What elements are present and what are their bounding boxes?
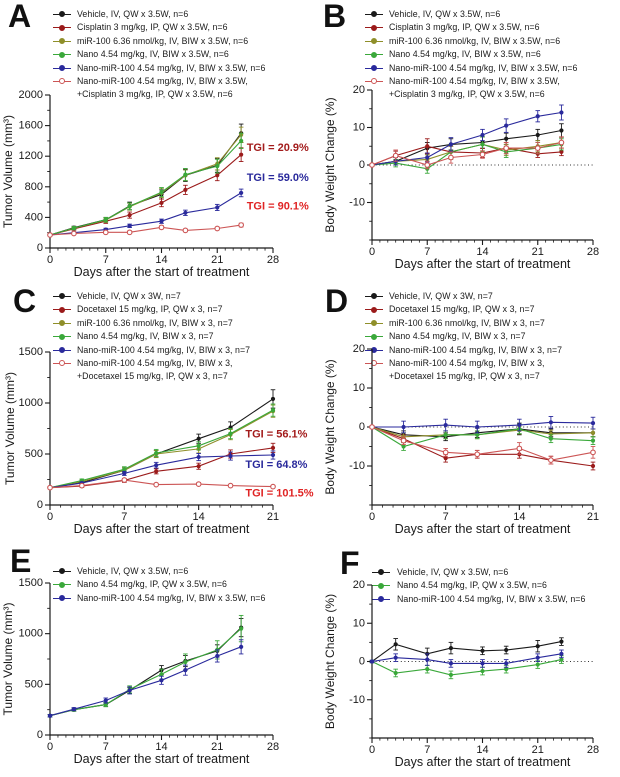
data-point-marker	[72, 231, 77, 236]
data-point-marker	[480, 133, 484, 137]
legend-label: Nano-miR-100 4.54 mg/kg, IV, BIW x 3.5W, n=6	[77, 62, 266, 73]
data-point-marker	[122, 478, 127, 483]
panel-e-label: E	[10, 543, 32, 579]
panel-e	[0, 545, 310, 777]
panel-a-label: A	[8, 0, 32, 34]
data-point-marker	[444, 423, 448, 427]
y-axis-title: Tumor Volume (mm³)	[1, 115, 15, 228]
data-point-marker	[536, 662, 540, 666]
data-point-marker	[239, 139, 243, 143]
data-point-marker	[559, 652, 563, 656]
data-point-marker	[271, 397, 275, 401]
panel-f-chart	[310, 545, 620, 777]
data-point-marker	[480, 649, 484, 653]
y-tick-label: -10	[349, 693, 365, 706]
y-tick-label: 20	[352, 84, 365, 96]
data-point-marker	[154, 463, 158, 467]
legend-label: Nano-miR-100 4.54 mg/kg, IV, BIW x 3.5W, n=6	[397, 593, 586, 604]
data-point-marker	[591, 450, 596, 455]
data-point-marker	[103, 230, 108, 235]
data-point-marker	[239, 645, 243, 649]
data-point-marker	[425, 163, 430, 168]
legend-label: miR-100 6.36 nmol/kg, IV, BIW x 3, n=7	[77, 317, 233, 328]
y-tick-label: 400	[24, 211, 43, 224]
tgi-annotation: TGI = 20.9%	[246, 141, 309, 154]
data-point-marker	[475, 425, 479, 429]
x-tick-label: 28	[266, 741, 280, 754]
data-point-marker	[517, 446, 522, 451]
x-tick-label: 7	[424, 246, 431, 259]
data-point-marker	[401, 425, 405, 429]
data-point-marker	[159, 672, 163, 676]
x-tick-label: 21	[266, 511, 280, 524]
y-tick-label: 800	[24, 180, 43, 193]
x-tick-label: 7	[102, 741, 109, 754]
legend-label: Vehicle, IV, QW x 3.5W, n=6	[389, 9, 501, 19]
x-tick-label: 0	[46, 741, 54, 754]
legend-label: +Docetaxel 15 mg/kg, IP, QW x 3, n=7	[77, 371, 228, 382]
data-point-marker	[559, 140, 564, 145]
data-point-marker	[401, 444, 405, 448]
tgi-annotation: TGI = 90.1%	[246, 200, 309, 213]
panel-d	[310, 275, 620, 545]
panel-a	[0, 0, 310, 279]
data-point-marker	[370, 425, 375, 430]
data-point-marker	[48, 485, 53, 490]
data-point-marker	[449, 646, 453, 650]
x-tick-label: 0	[46, 254, 54, 267]
legend-label: Nano-miR-100 4.54 mg/kg, IV, BIW x 3.5W,	[389, 76, 560, 86]
legend-label: Nano 4.54 mg/kg, IV, BIW x 3.5W, n=6	[77, 49, 229, 60]
legend-label: +Docetaxel 15 mg/kg, IP, QW x 3, n=7	[389, 371, 540, 382]
y-tick-label: 1200	[18, 150, 43, 163]
data-point-marker	[159, 201, 163, 205]
data-point-marker	[504, 648, 508, 652]
y-tick-label: 0	[36, 729, 43, 741]
data-point-marker	[48, 714, 52, 718]
legend-label: miR-100 6.36 nmol/kg, IV, BIW x 3.5W, n=6	[77, 35, 249, 46]
data-point-marker	[154, 469, 158, 473]
x-axis-title: Days after the start of treatment	[394, 754, 571, 769]
data-point-marker	[370, 163, 375, 168]
data-point-marker	[559, 128, 563, 132]
data-point-marker	[536, 114, 540, 118]
data-point-marker	[535, 146, 540, 151]
data-point-marker	[183, 668, 187, 672]
y-tick-label: 500	[24, 448, 43, 460]
data-point-marker	[480, 142, 484, 146]
legend-label: Vehicle, IV, QW x 3W, n=7	[77, 291, 181, 301]
x-tick-label: 7	[442, 511, 449, 524]
data-point-marker	[128, 224, 132, 228]
data-point-marker	[239, 153, 243, 157]
data-point-marker	[127, 230, 132, 235]
data-point-marker	[159, 225, 164, 230]
panel-d-label: D	[325, 283, 349, 319]
data-point-marker	[480, 661, 484, 665]
y-tick-label: 10	[352, 382, 365, 394]
data-point-marker	[504, 146, 509, 151]
panel-f-label: F	[340, 545, 360, 581]
x-tick-label: 21	[531, 246, 544, 259]
data-point-marker	[183, 660, 187, 664]
y-tick-label: 10	[352, 617, 365, 630]
y-tick-label: 10	[352, 121, 365, 134]
data-point-marker	[215, 173, 219, 177]
data-point-marker	[154, 451, 158, 455]
data-point-marker	[504, 137, 508, 141]
data-point-marker	[394, 642, 398, 646]
data-point-marker	[197, 455, 201, 459]
legend-label: Nano-miR-100 4.54 mg/kg, IV, BIW x 3,	[389, 358, 545, 368]
data-point-marker	[159, 678, 163, 682]
data-point-marker	[239, 223, 244, 228]
series-line	[50, 399, 273, 488]
legend-label: Docetaxel 15 mg/kg, IP, QW x 3, n=7	[77, 304, 223, 315]
y-tick-label: 1000	[18, 397, 43, 409]
panel-e-chart	[0, 545, 310, 777]
legend-label: Nano-miR-100 4.54 mg/kg, IV, BIW x 3.5W,	[77, 76, 248, 86]
data-point-marker	[228, 483, 233, 488]
legend-label: Cisplatin 3 mg/kg, IP, QW x 3.5W, n=6	[389, 22, 540, 33]
data-point-marker	[444, 433, 448, 437]
data-point-marker	[228, 454, 232, 458]
data-point-marker	[122, 467, 126, 471]
data-point-marker	[549, 458, 554, 463]
panel-c	[0, 275, 314, 545]
panel-c-label: C	[13, 283, 37, 319]
series-line	[372, 660, 561, 675]
legend-label: Nano 4.54 mg/kg, IV, BIW x 3, n=7	[389, 331, 526, 342]
legend-label: Nano 4.54 mg/kg, IV, BIW x 3.5W, n=6	[389, 49, 541, 60]
x-tick-label: 21	[211, 741, 224, 754]
data-point-marker	[183, 188, 187, 192]
legend-label: Nano-miR-100 4.54 mg/kg, IV, BIW x 3, n=7	[77, 344, 251, 355]
legend-label: Nano 4.54 mg/kg, IP, QW x 3.5W, n=6	[397, 580, 547, 591]
x-axis-title: Days after the start of treatment	[73, 751, 250, 766]
y-tick-label: 1500	[18, 346, 43, 358]
y-tick-label: 0	[36, 242, 43, 254]
series-line	[372, 654, 561, 664]
data-point-marker	[183, 228, 188, 233]
data-point-marker	[536, 644, 540, 648]
x-tick-label: 14	[513, 511, 526, 524]
series-line	[50, 141, 241, 235]
y-tick-label: 0	[358, 655, 365, 668]
data-point-marker	[443, 450, 448, 455]
data-point-marker	[517, 423, 521, 427]
data-point-marker	[271, 446, 275, 450]
data-point-marker	[475, 433, 479, 437]
data-point-marker	[449, 155, 454, 160]
y-tick-label: -10	[349, 460, 365, 472]
y-tick-label: 20	[352, 343, 365, 355]
legend-label: miR-100 6.36 nmol/kg, IV, BIW x 3.5W, n=6	[389, 35, 561, 46]
legend-label: Docetaxel 15 mg/kg, IP, QW x 3, n=7	[389, 304, 535, 315]
panel-b	[310, 0, 620, 275]
data-point-marker	[122, 471, 126, 475]
legend-label: Vehicle, IV, QW x 3W, n=7	[389, 291, 493, 301]
data-point-marker	[271, 408, 275, 412]
data-point-marker	[480, 152, 485, 157]
tgi-annotation: TGI = 101.5%	[245, 487, 314, 500]
panel-a-chart	[0, 0, 310, 279]
x-tick-label: 21	[586, 511, 600, 524]
data-point-marker	[394, 671, 398, 675]
legend-label: Vehicle, IV, QW x 3.5W, n=6	[397, 567, 509, 577]
legend-label: Nano-miR-100 4.54 mg/kg, IV, BIW x 3.5W, n=6	[389, 62, 578, 73]
data-point-marker	[197, 464, 201, 468]
data-point-marker	[425, 667, 429, 671]
x-tick-label: 14	[476, 246, 489, 259]
data-point-marker	[215, 654, 219, 658]
data-point-marker	[591, 421, 595, 425]
x-tick-label: 14	[192, 511, 205, 524]
x-tick-label: 0	[46, 511, 54, 524]
legend-label: Nano-miR-100 4.54 mg/kg, IV, BIW x 3.5W, n=6	[77, 592, 266, 603]
x-axis-title: Days after the start of treatment	[73, 264, 250, 279]
data-point-marker	[549, 437, 553, 441]
data-point-marker	[591, 431, 595, 435]
data-point-marker	[559, 640, 563, 644]
x-tick-label: 21	[211, 254, 224, 267]
y-tick-label: 0	[358, 421, 365, 433]
x-tick-label: 7	[424, 744, 431, 757]
y-tick-label: -10	[349, 196, 365, 209]
legend-label: Cisplatin 3 mg/kg, IP, QW x 3.5W, n=6	[77, 22, 228, 33]
series-line	[50, 135, 241, 235]
data-point-marker	[72, 707, 76, 711]
x-axis-title: Days after the start of treatment	[394, 256, 571, 271]
data-point-marker	[183, 172, 187, 176]
data-point-marker	[401, 438, 406, 443]
data-point-marker	[196, 482, 201, 487]
data-point-marker	[128, 213, 132, 217]
data-point-marker	[215, 226, 220, 231]
y-axis-title: Tumor Volume (mm³)	[3, 372, 17, 485]
x-tick-label: 14	[155, 741, 168, 754]
x-tick-label: 21	[531, 744, 544, 757]
data-point-marker	[197, 437, 201, 441]
data-point-marker	[394, 656, 398, 660]
legend-label: +Cisplatin 3 mg/kg, IP, QW x 3.5W, n=6	[389, 89, 545, 100]
legend-label: Nano-miR-100 4.54 mg/kg, IV, BIW x 3,	[77, 358, 233, 368]
data-point-marker	[239, 627, 243, 631]
x-tick-label: 0	[368, 744, 376, 757]
y-axis-title: Body Weight Change (%)	[323, 359, 337, 495]
data-point-marker	[72, 226, 76, 230]
data-point-marker	[154, 482, 159, 487]
legend-label: Nano 4.54 mg/kg, IV, BIW x 3, n=7	[77, 331, 214, 342]
tgi-annotation: TGI = 56.1%	[245, 428, 308, 441]
data-point-marker	[425, 144, 429, 148]
legend-label: Vehicle, IV, QW x 3.5W, n=6	[77, 566, 189, 576]
tgi-annotation: TGI = 59.0%	[246, 172, 309, 185]
data-point-marker	[449, 673, 453, 677]
data-point-marker	[393, 153, 398, 158]
data-point-marker	[449, 661, 453, 665]
data-point-marker	[591, 464, 595, 468]
series-line	[50, 629, 241, 716]
y-tick-label: 1000	[18, 627, 43, 640]
panel-d-chart	[310, 275, 620, 545]
data-point-marker	[239, 191, 243, 195]
data-point-marker	[549, 420, 553, 424]
x-tick-label: 7	[102, 254, 109, 267]
data-point-marker	[197, 444, 201, 448]
x-tick-label: 14	[155, 254, 168, 267]
panel-f	[310, 545, 620, 777]
data-point-marker	[128, 688, 132, 692]
tgi-annotation: TGI = 64.8%	[245, 459, 308, 472]
x-tick-label: 28	[586, 246, 600, 259]
legend-label: +Cisplatin 3 mg/kg, IP, QW x 3.5W, n=6	[77, 89, 233, 100]
series-line	[50, 133, 241, 235]
data-point-marker	[444, 456, 448, 460]
y-tick-label: 2000	[18, 89, 43, 101]
legend-label: Nano-miR-100 4.54 mg/kg, IV, BIW x 3, n=7	[389, 344, 563, 355]
data-point-marker	[559, 110, 563, 114]
data-point-marker	[591, 439, 595, 443]
x-tick-label: 14	[476, 744, 489, 757]
legend-label: miR-100 6.36 nmol/kg, IV, BIW x 3, n=7	[389, 317, 545, 328]
data-point-marker	[228, 432, 232, 436]
data-point-marker	[215, 205, 219, 209]
data-point-marker	[128, 204, 132, 208]
data-point-marker	[104, 698, 108, 702]
y-axis-title: Body Weight Change (%)	[323, 593, 337, 730]
data-point-marker	[504, 661, 508, 665]
data-point-marker	[48, 233, 53, 238]
legend-label: Vehicle, IV, QW x 3.5W, n=6	[77, 9, 189, 19]
panel-b-chart	[310, 0, 620, 275]
data-point-marker	[425, 657, 429, 661]
data-point-marker	[80, 483, 85, 488]
y-tick-label: 0	[358, 159, 365, 171]
x-axis-title: Days after the start of treatment	[73, 521, 250, 536]
data-point-marker	[271, 453, 275, 457]
panel-c-chart	[0, 275, 314, 545]
data-point-marker	[475, 452, 480, 457]
data-point-marker	[215, 164, 219, 168]
series-line	[50, 411, 273, 488]
data-point-marker	[504, 124, 508, 128]
x-axis-title: Days after the start of treatment	[394, 521, 571, 536]
data-point-marker	[159, 190, 163, 194]
x-tick-label: 28	[266, 254, 280, 267]
data-point-marker	[480, 669, 484, 673]
y-tick-label: 1500	[18, 577, 43, 589]
y-axis-title: Tumor Volume (mm³)	[1, 602, 15, 716]
x-tick-label: 0	[368, 246, 376, 259]
data-point-marker	[159, 219, 163, 223]
x-tick-label: 0	[368, 511, 376, 524]
y-tick-label: 20	[352, 579, 365, 591]
y-axis-title: Body Weight Change (%)	[323, 97, 337, 233]
data-point-marker	[183, 211, 187, 215]
y-tick-label: 500	[24, 678, 43, 691]
x-tick-label: 7	[121, 511, 128, 524]
y-tick-label: 1600	[18, 119, 43, 132]
series-line	[50, 628, 241, 716]
x-tick-label: 28	[586, 744, 600, 757]
data-point-marker	[425, 155, 429, 159]
legend-label: Nano 4.54 mg/kg, IP, QW x 3.5W, n=6	[77, 579, 227, 590]
data-point-marker	[536, 656, 540, 660]
y-tick-label: 0	[36, 499, 43, 511]
panel-b-label: B	[323, 0, 347, 34]
data-point-marker	[370, 659, 374, 663]
data-point-marker	[449, 142, 453, 146]
data-point-marker	[536, 133, 540, 137]
data-point-marker	[104, 218, 108, 222]
